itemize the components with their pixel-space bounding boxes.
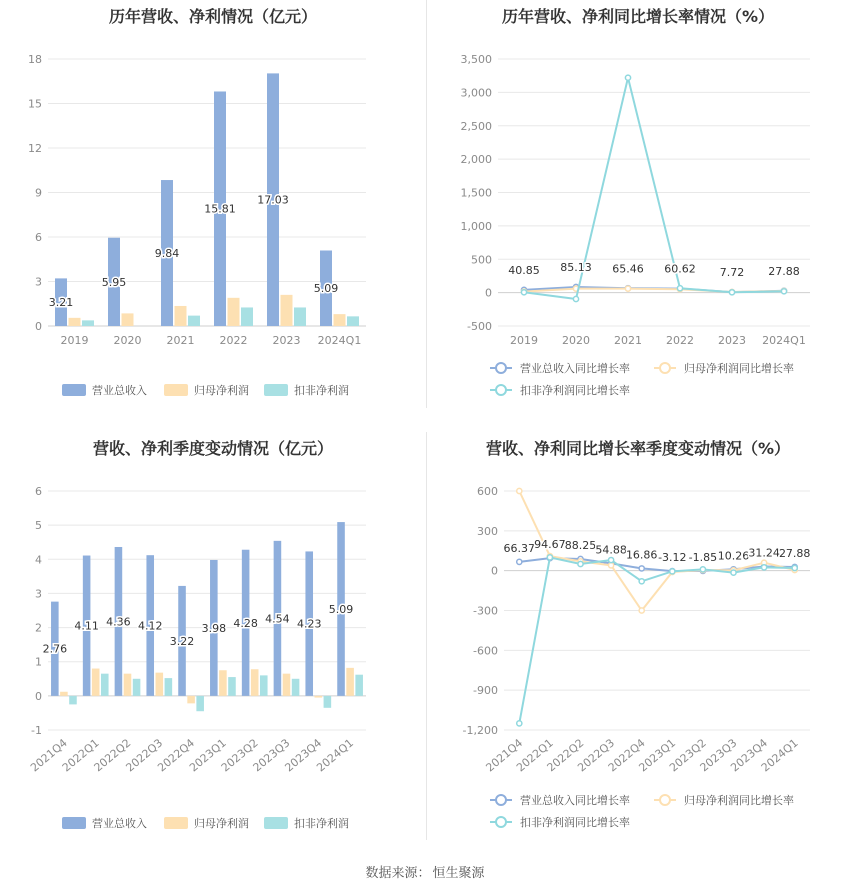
x-tick-label: 2023Q3 <box>250 736 293 775</box>
x-tick-label: 2021Q4 <box>28 736 70 775</box>
y-tick-label: -600 <box>473 644 498 658</box>
legend-marker-icon <box>496 385 506 395</box>
legend-marker-icon <box>496 363 506 373</box>
data-label: 60.62 <box>664 262 696 276</box>
bar <box>346 668 354 696</box>
data-label: 9.84 <box>154 247 180 261</box>
x-tick-label: 2019 <box>510 334 538 347</box>
legend-label: 营业总收入同比增长率 <box>520 794 630 807</box>
bar <box>334 314 346 326</box>
bar <box>315 696 323 698</box>
data-label: 4.54 <box>265 612 290 626</box>
data-label: 4.12 <box>137 619 163 633</box>
bar <box>241 307 253 326</box>
data-label: 94.67 <box>534 538 566 552</box>
legend-label: 扣非净利润同比增长率 <box>520 816 630 829</box>
bar <box>292 679 300 696</box>
legend-swatch <box>62 384 86 396</box>
data-label: 10.26 <box>717 549 750 563</box>
data-label: 65.46 <box>612 262 644 276</box>
y-tick-label: 2,500 <box>460 119 492 133</box>
x-tick-label: 2022Q3 <box>123 736 166 775</box>
legend-swatch <box>62 817 86 829</box>
legend-label: 营业总收入 <box>92 817 147 830</box>
data-label: 4.28 <box>233 616 258 630</box>
data-label: 15.81 <box>204 202 236 216</box>
y-tick-label: 1,000 <box>460 219 492 233</box>
legend-label: 营业总收入同比增长率 <box>520 362 630 375</box>
x-tick-label: 2021 <box>614 334 642 347</box>
bar <box>92 669 100 696</box>
y-tick-label: 6 <box>35 485 42 498</box>
data-label: 5.09 <box>313 282 339 296</box>
bar <box>69 696 77 705</box>
data-label: 66.37 <box>503 541 536 555</box>
bar <box>82 320 94 326</box>
y-tick-label: 18 <box>28 53 42 66</box>
legend-label: 扣非净利润同比增长率 <box>520 384 630 397</box>
legend-marker-icon <box>660 795 670 805</box>
x-tick-label: 2024Q1 <box>758 736 801 775</box>
bar <box>156 673 164 696</box>
chart-panel-annual-revenue <box>0 0 426 420</box>
chart-annual-growth <box>426 0 850 420</box>
bar <box>219 670 227 696</box>
legend-marker-icon <box>496 795 506 805</box>
y-tick-label: 1,500 <box>460 186 492 200</box>
x-tick-label: 2019 <box>60 334 89 347</box>
x-tick-label: 2023Q2 <box>218 736 261 775</box>
data-label: 40.85 <box>508 263 540 277</box>
legend-label: 归母净利润同比增长率 <box>684 794 794 807</box>
y-tick-label: 3 <box>35 587 42 601</box>
chart-panel-quarterly-growth <box>426 432 850 852</box>
legend-label: 扣非净利润 <box>294 384 349 397</box>
x-tick-label: 2022 <box>219 334 248 347</box>
bar <box>175 306 187 326</box>
y-tick-label: 3,500 <box>460 53 492 66</box>
series-point <box>517 559 522 564</box>
series-point <box>517 488 522 493</box>
y-tick-label: 2 <box>35 621 42 635</box>
data-label: 27.88 <box>768 264 800 278</box>
data-label: 4.36 <box>106 615 131 629</box>
bar <box>281 295 293 326</box>
x-tick-label: 2024Q1 <box>762 334 806 347</box>
legend-label: 扣非净利润 <box>294 817 349 830</box>
chart-annual-revenue <box>0 0 426 420</box>
y-tick-label: -300 <box>473 604 498 618</box>
x-tick-label: 2023Q2 <box>667 736 709 775</box>
y-tick-label: 4 <box>35 553 42 567</box>
series-point <box>625 286 630 291</box>
data-label: 3.22 <box>169 634 195 648</box>
x-tick-label: 2024Q1 <box>317 334 362 347</box>
y-tick-label: 15 <box>28 97 42 111</box>
bar <box>260 675 268 695</box>
y-tick-label: 0 <box>35 320 42 333</box>
legend-label: 归母净利润 <box>194 384 249 397</box>
legend-marker-icon <box>660 363 670 373</box>
bar <box>101 674 109 696</box>
data-label: -3.12 <box>658 551 687 565</box>
legend-swatch <box>164 384 188 396</box>
x-tick-label: 2023Q1 <box>636 736 679 775</box>
series-point <box>677 286 682 291</box>
bar <box>60 692 68 696</box>
series-point <box>670 569 675 574</box>
y-tick-label: -1 <box>31 724 42 737</box>
y-tick-label: 3,000 <box>460 86 492 100</box>
x-tick-label: 2022Q3 <box>575 736 618 775</box>
chart-quarterly-revenue <box>0 432 426 852</box>
data-source <box>0 862 850 881</box>
y-tick-label: 2,000 <box>460 153 492 167</box>
data-label: 85.13 <box>560 260 592 274</box>
series-point <box>762 565 767 570</box>
x-tick-label: 2023 <box>272 334 301 347</box>
series-point <box>625 75 630 80</box>
x-tick-label: 2021Q4 <box>483 736 526 775</box>
data-label: 7.72 <box>719 266 745 280</box>
bar <box>347 316 359 326</box>
legend-swatch <box>164 817 188 829</box>
bar <box>133 679 141 696</box>
data-source-value: 恒生聚源 <box>432 866 485 881</box>
y-tick-label: 12 <box>28 142 42 155</box>
y-tick-label: 600 <box>477 485 498 498</box>
legend-label: 归母净利润 <box>194 817 249 830</box>
y-tick-label: 300 <box>477 524 498 538</box>
x-tick-label: 2023 <box>718 334 746 347</box>
x-tick-label: 2023Q4 <box>282 736 325 775</box>
x-tick-label: 2023Q3 <box>697 736 740 775</box>
bar <box>283 674 291 696</box>
bar <box>294 307 306 326</box>
bar <box>188 316 200 326</box>
data-label: 54.88 <box>595 543 627 557</box>
chart-title: 营收、净利季度变动情况（亿元） <box>92 439 333 458</box>
x-tick-label: 2021 <box>166 334 195 347</box>
series-point <box>731 570 736 575</box>
y-tick-label: 9 <box>35 186 42 200</box>
bar <box>355 675 363 696</box>
series-point <box>547 555 552 560</box>
x-tick-label: 2022Q2 <box>91 736 134 775</box>
x-tick-label: 2020 <box>562 334 590 347</box>
series-point <box>700 567 705 572</box>
y-tick-label: 500 <box>471 253 492 267</box>
series-point <box>521 290 526 295</box>
y-tick-label: -1,200 <box>462 724 498 737</box>
bar <box>165 678 173 696</box>
chart-panel-quarterly-revenue <box>0 432 426 852</box>
data-label: 31.24 <box>748 546 780 560</box>
y-tick-label: 0 <box>35 689 42 703</box>
x-tick-label: 2024Q1 <box>314 736 357 775</box>
series-point <box>517 721 522 726</box>
bar <box>228 298 240 326</box>
x-tick-label: 2023Q4 <box>728 736 771 775</box>
series-point <box>573 296 578 301</box>
data-label: 4.11 <box>74 619 99 633</box>
y-tick-label: -900 <box>473 684 498 698</box>
series-point <box>639 566 644 571</box>
legend-label: 营业总收入 <box>92 384 147 397</box>
y-tick-label: 1 <box>35 655 42 669</box>
data-label: 16.86 <box>625 548 658 562</box>
legend-marker-icon <box>496 817 506 827</box>
legend-swatch <box>264 384 288 396</box>
x-tick-label: 2022 <box>666 334 694 347</box>
y-tick-label: 3 <box>35 275 42 289</box>
data-label: 2.76 <box>42 642 68 656</box>
data-label: 3.98 <box>201 621 227 635</box>
data-label: -1.85 <box>688 550 718 564</box>
series-point <box>609 557 614 562</box>
data-source-label: 数据来源： <box>365 866 431 881</box>
x-tick-label: 2022Q2 <box>544 736 587 775</box>
x-tick-label: 2022Q1 <box>59 736 102 775</box>
x-tick-label: 2023Q1 <box>187 736 229 775</box>
y-tick-label: 5 <box>35 519 42 533</box>
series-point <box>792 565 797 570</box>
chart-title: 历年营收、净利情况（亿元） <box>108 7 317 26</box>
data-label: 5.95 <box>101 275 127 289</box>
chart-quarterly-growth <box>426 432 850 852</box>
x-tick-label: 2020 <box>113 334 142 347</box>
bar <box>69 318 81 326</box>
series-point <box>639 579 644 584</box>
series-point <box>729 290 734 295</box>
chart-title: 历年营收、净利同比增长率情况（%） <box>501 7 775 26</box>
data-label: 3.21 <box>48 296 74 310</box>
bar <box>124 674 132 696</box>
x-tick-label: 2022Q1 <box>514 736 556 775</box>
chart-panel-annual-growth <box>426 0 850 420</box>
data-label: 27.88 <box>778 546 811 560</box>
bar <box>324 696 332 708</box>
legend-label: 归母净利润同比增长率 <box>684 362 794 375</box>
data-label: 17.03 <box>257 193 289 207</box>
bar <box>122 313 134 326</box>
series-point <box>639 608 644 613</box>
legend-swatch <box>264 817 288 829</box>
y-tick-label: 0 <box>485 286 492 300</box>
y-tick-label: 0 <box>491 564 498 578</box>
bar <box>251 669 259 696</box>
y-tick-label: -500 <box>467 320 492 333</box>
data-label: 4.23 <box>296 617 322 631</box>
data-label: 5.09 <box>328 602 354 616</box>
x-tick-label: 2022Q4 <box>605 736 648 775</box>
series-line <box>519 557 794 723</box>
data-label: 88.25 <box>564 538 597 552</box>
series-point <box>781 289 786 294</box>
x-tick-label: 2022Q4 <box>155 736 198 775</box>
bar <box>196 696 204 711</box>
series-point <box>609 563 614 568</box>
bar <box>187 696 195 704</box>
chart-title: 营收、净利同比增长率季度变动情况（%） <box>485 439 791 458</box>
y-tick-label: 6 <box>35 231 42 244</box>
series-point <box>578 561 583 566</box>
bar <box>228 677 236 696</box>
